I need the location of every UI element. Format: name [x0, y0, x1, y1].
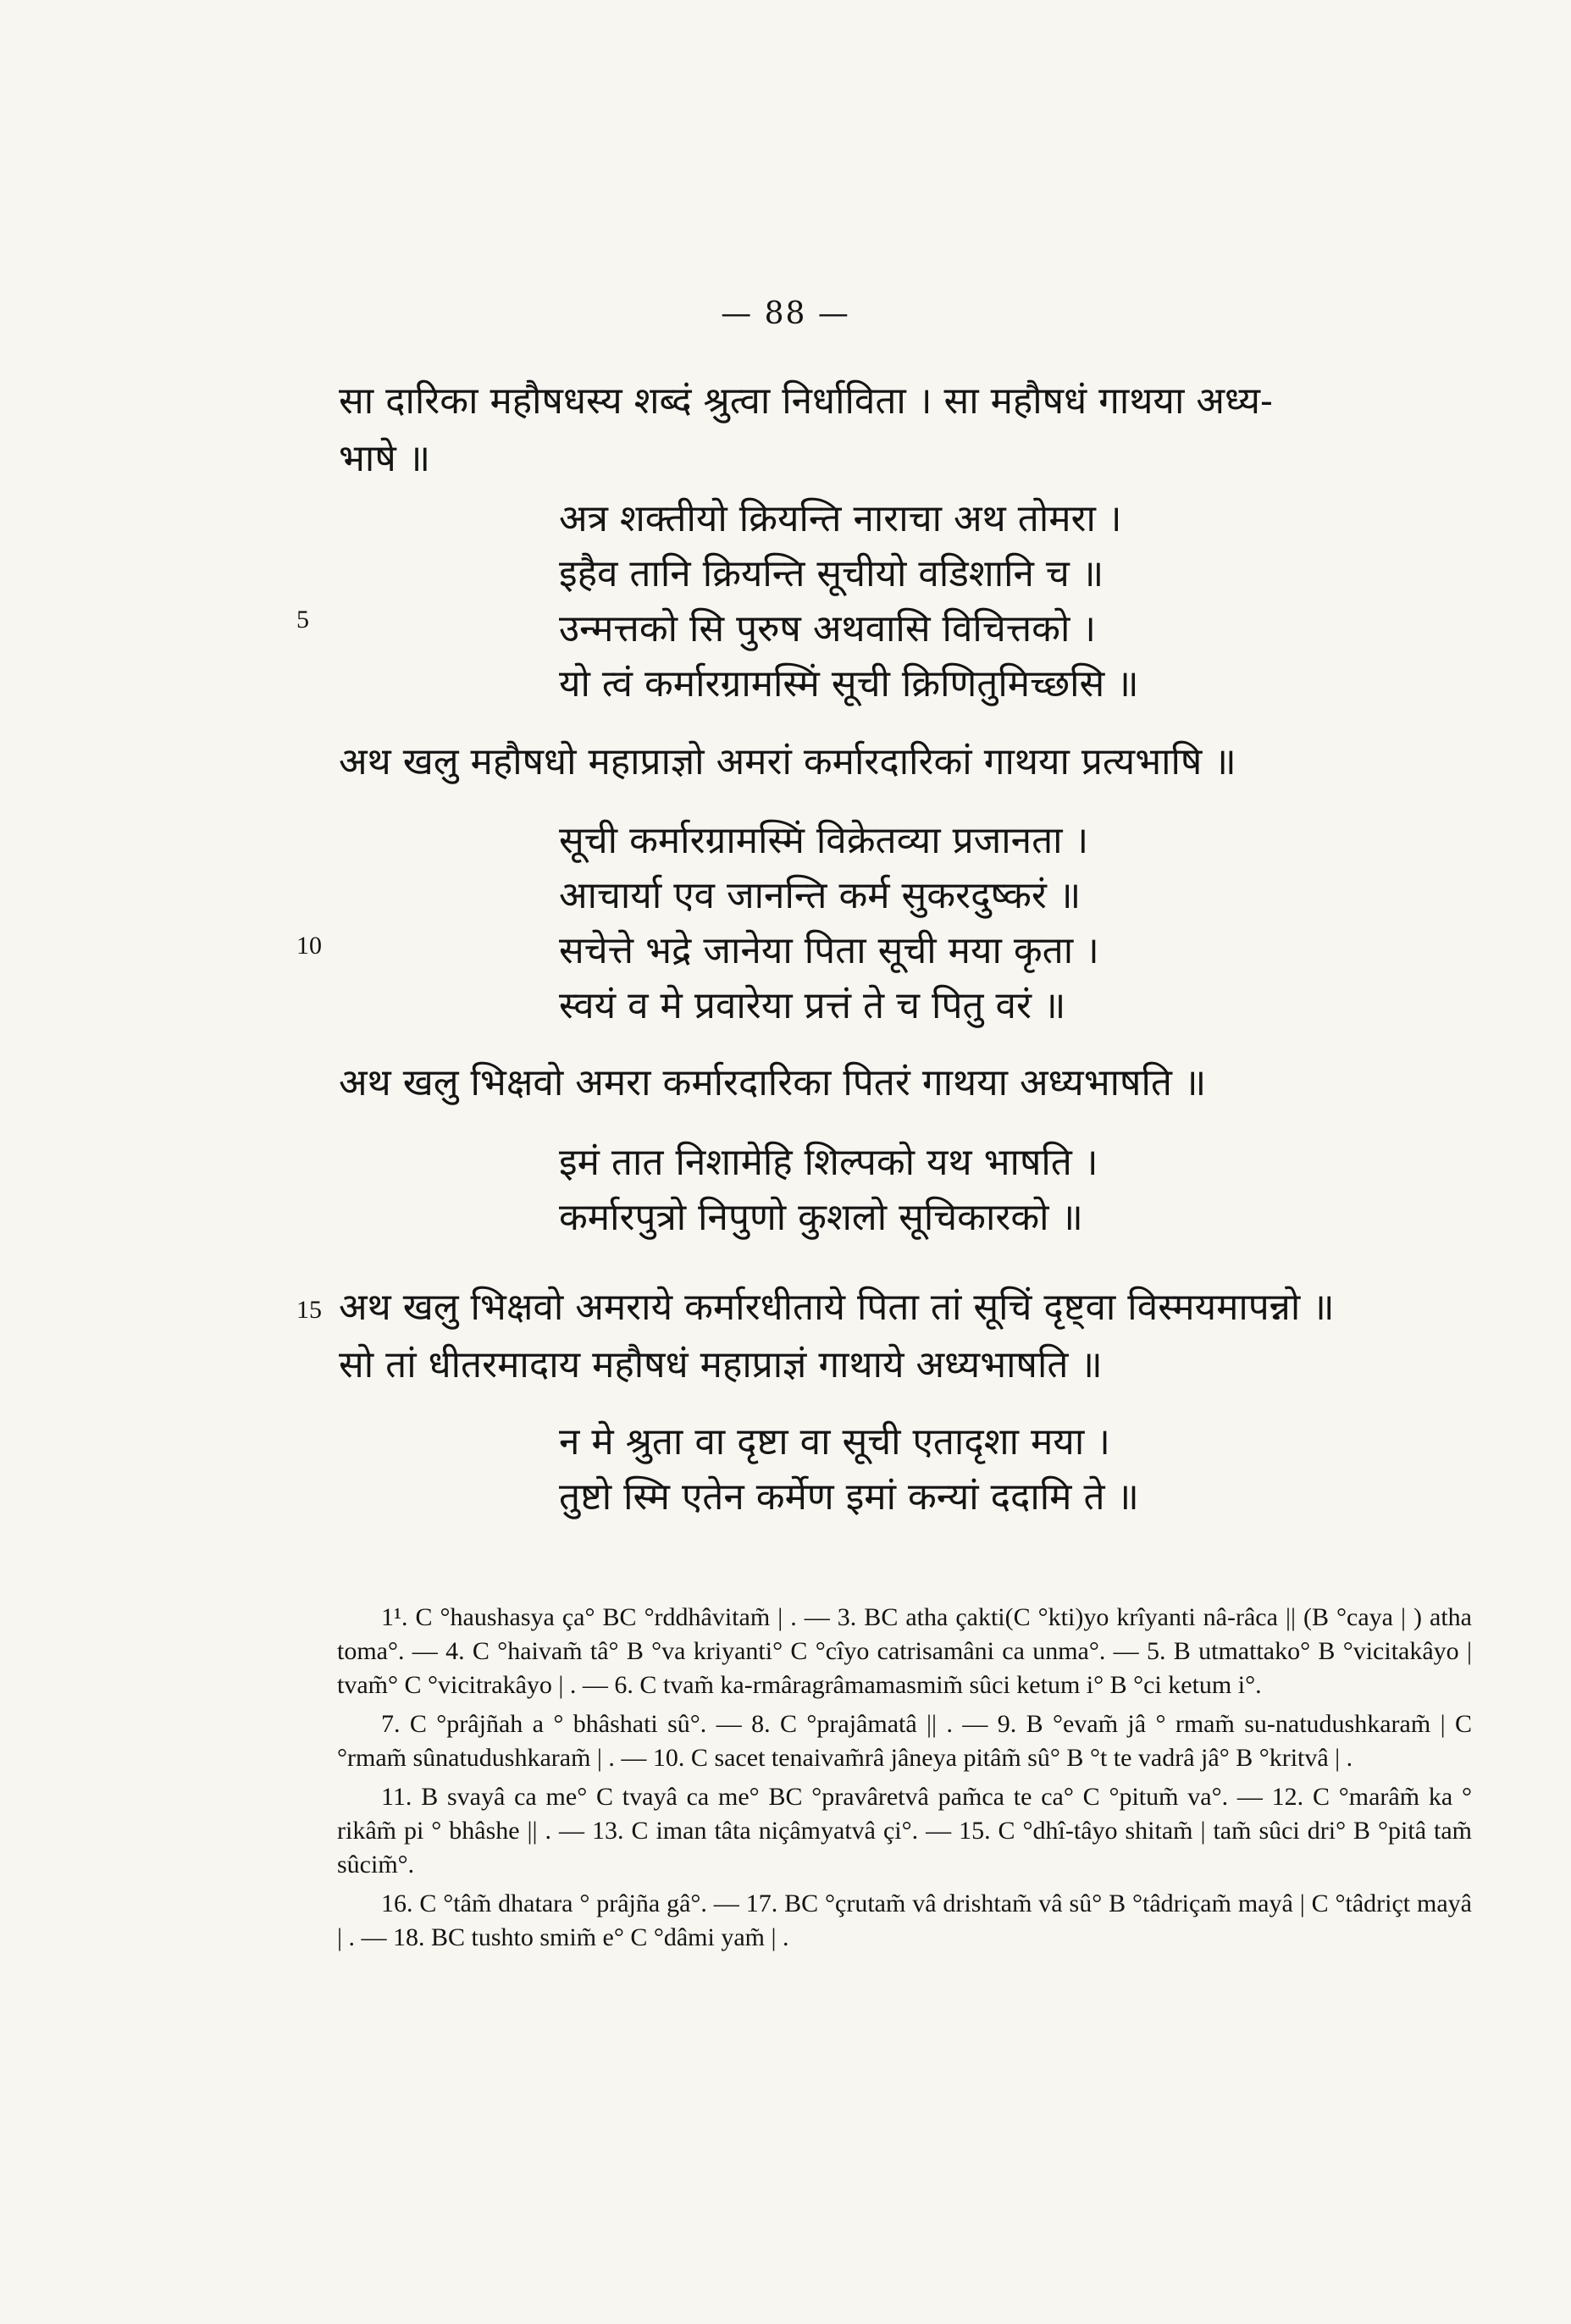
- footnote-paragraph: 1¹. C °haushasya ça° BC °rddhâvitam̃ | . — 3. BC atha çakti(C °kti)yo krîyanti nâ-râca || (B °caya | ) atha toma°. — 4. C °haivam̃ tâ° B °va kriyanti° C °cîyo catrisamâni ca unma°. — 5. B utmattako° B °vicitakâyo | tvam̃° C °vicitrakâyo | . — 6. C tvam̃ ka-rmâragrâmamasmim̃ sûci ketum i° B °ci ketum i°.: [337, 1603, 1472, 1699]
- verse-line: न मे श्रुता वा दृष्टा वा सूची एतादृशा मया ।: [559, 1420, 1110, 1464]
- page-number: — 88 —: [721, 296, 850, 331]
- line-number: 5: [296, 606, 309, 634]
- prose-line: भाषे ॥: [339, 437, 431, 480]
- verse-line: इमं तात निशामेहि शिल्पको यथ भाषति ।: [559, 1141, 1098, 1184]
- verse-block-3: [559, 1135, 1491, 1245]
- prose-line: अथ खलु भिक्षवो अमराये कर्मारधीताये पिता तां सूचिं दृष्ट्वा विस्मयमापन्नो ॥: [339, 1286, 1335, 1329]
- verse-line: आचार्या एव जानन्ति कर्म सुकरदुष्करं ॥: [559, 874, 1081, 917]
- verse-line: स्वयं व मे प्रवारेया प्रत्तं ते च पितु वरं ॥: [559, 984, 1066, 1027]
- verse-block-4: [559, 1414, 1491, 1524]
- verse-line: सचेत्ते भद्रे जानेया पिता सूची मया कृता ।: [559, 929, 1099, 972]
- prose-block-2: अथ खलु महौषधो महाप्राज्ञो अमरां कर्मारदारिकां गाथया प्रत्यभाषि ॥: [339, 740, 1236, 783]
- verse-block-2: [559, 813, 1491, 1033]
- prose-block-4: [339, 1279, 1440, 1394]
- prose-block-3: अथ खलु भिक्षवो अमरा कर्मारदारिका पितरं गाथया अध्यभाषति ॥: [339, 1061, 1207, 1104]
- line-number: 15: [296, 1296, 322, 1324]
- verse-line: सूची कर्मारग्रामस्मिं विक्रेतव्या प्रजानता ।: [559, 819, 1089, 862]
- line-number: 10: [296, 932, 322, 960]
- prose-line: सो तां धीतरमादाय महौषधं महाप्राज्ञं गाथाये अध्यभाषति ॥: [339, 1343, 1103, 1386]
- verse-line: इहैव तानि क्रियन्ति सूचीयो वडिशानि च ॥: [559, 552, 1104, 595]
- footnote-paragraph: 7. C °prâjñah a ° bhâshati sû°. — 8. C °prajâmatâ || . — 9. B °evam̃ jâ ° rmam̃ su-natudushkaram̃ | C °rmam̃ sûnatudushkaram̃ | . — 10. C sacet tenaivam̃râ jâneya pitâm̃ sû° B °t te vadrâ jâ° B °kritvâ | .: [337, 1710, 1472, 1772]
- prose-block-1: [339, 373, 1440, 488]
- footnotes: [337, 1601, 1472, 1960]
- verse-line: अत्र शक्तीयो क्रियन्ति नाराचा अथ तोमरा ।: [559, 497, 1122, 540]
- footnote-paragraph: 16. C °tâm̃ dhatara ° prâjña gâ°. — 17. BC °çrutam̃ vâ drishtam̃ vâ sû° B °tâdriçam̃ mayâ | C °tâdriçt mayâ | . — 18. BC tushto smim̃ e° C °dâmi yam̃ | .: [337, 1890, 1472, 1951]
- verse-block-1: [559, 491, 1491, 711]
- footnote-paragraph: 11. B svayâ ca me° C tvayâ ca me° BC °pravâretvâ pam̃ca te ca° C °pitum̃ va°. — 12. C °marâm̃ ka ° rikâm̃ pi ° bhâshe || . — 13. C iman tâta niçâmyatvâ çi°. — 15. C °dhî-tâyo shitam̃ | tam̃ sûci dri° B °pitâ tam̃ sûcim̃°.: [337, 1783, 1472, 1879]
- verse-line: उन्मत्तको सि पुरुष अथवासि विचित्तको ।: [559, 607, 1097, 650]
- verse-line: तुष्टो स्मि एतेन कर्मेण इमां कन्यां ददामि ते ॥: [559, 1475, 1139, 1519]
- verse-line: यो त्वं कर्मारग्रामस्मिं सूची क्रिणितुमिच्छसि ॥: [559, 662, 1139, 706]
- verse-line: कर्मारपुत्रो निपुणो कुशलो सूचिकारको ॥: [559, 1196, 1083, 1239]
- prose-line: सा दारिका महौषधस्य शब्दं श्रुत्वा निर्धाविता । सा महौषधं गाथया अध्य-: [339, 379, 1273, 423]
